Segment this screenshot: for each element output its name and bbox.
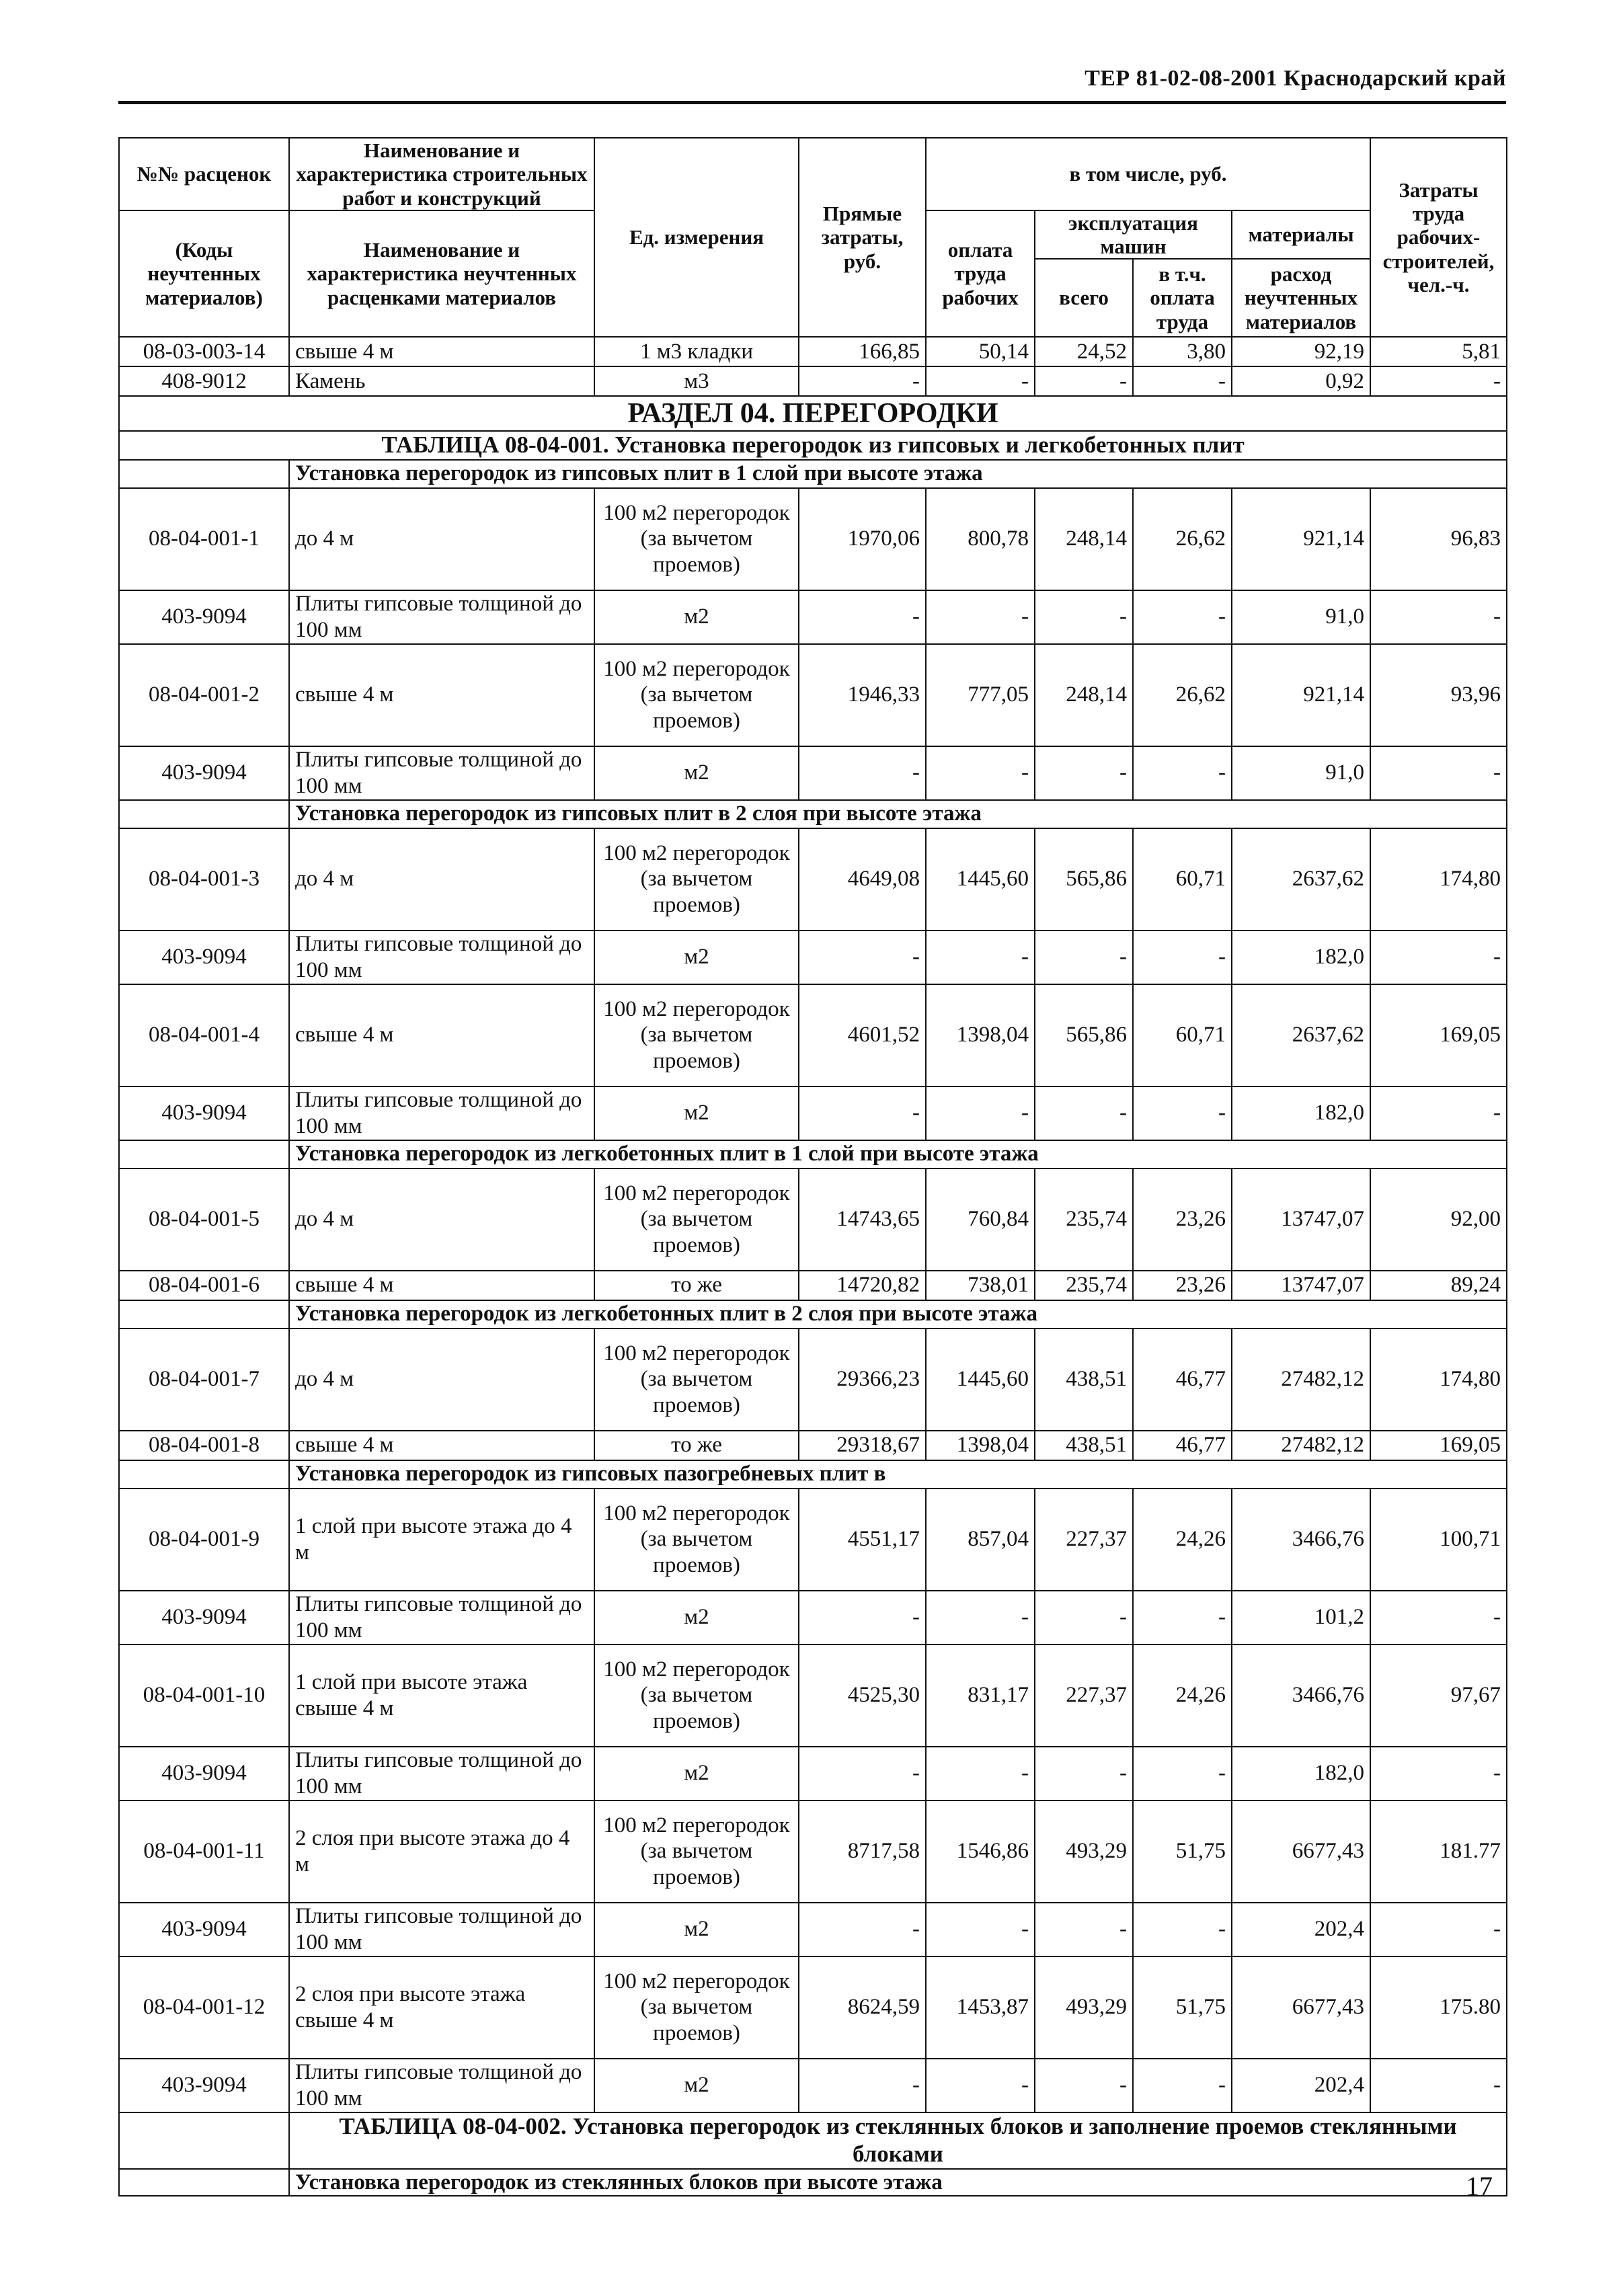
- row-direct: 14743,65: [799, 1169, 926, 1271]
- group-title: Установка перегородок из легкобетонных плит в 2 слоя при высоте этажа: [289, 1300, 1507, 1329]
- col-unit-header: Ед. измерения: [594, 138, 799, 337]
- group-title-spacer: [119, 1460, 289, 1489]
- table-row: [119, 1800, 1507, 1903]
- row-labor: 50,14: [926, 337, 1035, 366]
- row-hours: -: [1370, 2059, 1507, 2112]
- row-labor: -: [926, 1747, 1035, 1800]
- row-unit: то же: [594, 1271, 799, 1300]
- row-mach-labor: 60,71: [1133, 984, 1232, 1086]
- row-hours: 93,96: [1370, 644, 1507, 746]
- row-direct: 1946,33: [799, 644, 926, 746]
- col-code-alt-header: (Коды неучтенных материалов): [119, 210, 289, 337]
- row-unit: 100 м2 перегородок (за вычетом проемов): [594, 1169, 799, 1271]
- row-name: свыше 4 м: [289, 1431, 594, 1460]
- row-mat: 91,0: [1232, 590, 1370, 644]
- row-unit: 100 м2 перегородок (за вычетом проемов): [594, 1800, 799, 1903]
- row-hours: 169,05: [1370, 984, 1507, 1086]
- row-code: 08-04-001-7: [119, 1329, 289, 1431]
- row-code: 08-04-001-5: [119, 1169, 289, 1271]
- row-hours: 169,05: [1370, 1431, 1507, 1460]
- row-name: до 4 м: [289, 1169, 594, 1271]
- row-direct: -: [799, 1903, 926, 1956]
- row-mach: -: [1035, 1747, 1133, 1800]
- row-mach: 493,29: [1035, 1800, 1133, 1903]
- row-mach: 227,37: [1035, 1645, 1133, 1747]
- table-row: [119, 1489, 1507, 1591]
- row-labor: -: [926, 366, 1035, 396]
- row-mach: 248,14: [1035, 644, 1133, 746]
- group-title-spacer: [119, 1300, 289, 1329]
- row-name: Плиты гипсовые толщиной до 100 мм: [289, 590, 594, 644]
- row-labor: 857,04: [926, 1489, 1035, 1591]
- row-name: Плиты гипсовые толщиной до 100 мм: [289, 931, 594, 984]
- row-labor: 1453,87: [926, 1956, 1035, 2059]
- row-labor: -: [926, 746, 1035, 800]
- row-mat: 27482,12: [1232, 1431, 1370, 1460]
- row-hours: 96,83: [1370, 488, 1507, 590]
- row-labor: -: [926, 1086, 1035, 1140]
- row-direct: 29366,23: [799, 1329, 926, 1431]
- row-mach-labor: 23,26: [1133, 1169, 1232, 1271]
- row-mach-labor: -: [1133, 1591, 1232, 1645]
- row-mach-labor: -: [1133, 931, 1232, 984]
- row-code: 08-04-001-8: [119, 1431, 289, 1460]
- row-mat: 6677,43: [1232, 1800, 1370, 1903]
- row-mach: -: [1035, 1086, 1133, 1140]
- row-mach-labor: 60,71: [1133, 828, 1232, 931]
- row-code: 403-9094: [119, 1747, 289, 1800]
- row-code: 403-9094: [119, 746, 289, 800]
- row-mat: 3466,76: [1232, 1645, 1370, 1747]
- group-title-spacer: [119, 2169, 289, 2196]
- group-title-row: [119, 2169, 1507, 2196]
- row-unit: 100 м2 перегородок (за вычетом проемов): [594, 1645, 799, 1747]
- row-code: 08-04-001-2: [119, 644, 289, 746]
- row-mach-labor: -: [1133, 366, 1232, 396]
- table-row: [119, 746, 1507, 800]
- row-labor: -: [926, 2059, 1035, 2112]
- row-hours: 100,71: [1370, 1489, 1507, 1591]
- page-number: 17: [1466, 2171, 1493, 2201]
- row-mach: 24,52: [1035, 337, 1133, 366]
- col-direct-header: Прямые затраты, руб.: [799, 138, 926, 337]
- row-labor: 1398,04: [926, 984, 1035, 1086]
- row-hours: -: [1370, 1591, 1507, 1645]
- row-labor: 831,17: [926, 1645, 1035, 1747]
- row-hours: -: [1370, 1086, 1507, 1140]
- col-incl-header: в том числе, руб.: [926, 138, 1370, 210]
- row-mach: -: [1035, 1903, 1133, 1956]
- row-mat: 6677,43: [1232, 1956, 1370, 2059]
- row-labor: 800,78: [926, 488, 1035, 590]
- row-unit: м2: [594, 1086, 799, 1140]
- table-row: [119, 2059, 1507, 2112]
- col-code-header: №№ расценок: [119, 138, 289, 210]
- section-title: РАЗДЕЛ 04. ПЕРЕГОРОДКИ: [119, 396, 1507, 431]
- row-code: 408-9012: [119, 366, 289, 396]
- row-direct: 8717,58: [799, 1800, 926, 1903]
- row-direct: -: [799, 366, 926, 396]
- row-hours: -: [1370, 931, 1507, 984]
- table-row: [119, 337, 1507, 366]
- row-unit: 100 м2 перегородок (за вычетом проемов): [594, 1489, 799, 1591]
- row-hours: 5,81: [1370, 337, 1507, 366]
- row-mach: 565,86: [1035, 984, 1133, 1086]
- row-mach-labor: 24,26: [1133, 1645, 1232, 1747]
- row-unit: м2: [594, 2059, 799, 2112]
- row-mach-labor: 46,77: [1133, 1431, 1232, 1460]
- row-code: 403-9094: [119, 1903, 289, 1956]
- row-mat: 182,0: [1232, 931, 1370, 984]
- row-direct: -: [799, 931, 926, 984]
- row-mach: 565,86: [1035, 828, 1133, 931]
- table-row: [119, 1956, 1507, 2059]
- row-unit: 100 м2 перегородок (за вычетом проемов): [594, 644, 799, 746]
- table-row: [119, 984, 1507, 1086]
- row-labor: -: [926, 931, 1035, 984]
- col-labor-header: оплата труда рабочих: [926, 210, 1035, 337]
- row-mach-labor: 26,62: [1133, 488, 1232, 590]
- table-title-row: [119, 431, 1507, 460]
- row-direct: -: [799, 1086, 926, 1140]
- table-title-row: [119, 2112, 1507, 2169]
- row-mat: 3466,76: [1232, 1489, 1370, 1591]
- row-mach: 235,74: [1035, 1169, 1133, 1271]
- table-row: [119, 590, 1507, 644]
- row-name: свыше 4 м: [289, 337, 594, 366]
- row-code: 403-9094: [119, 2059, 289, 2112]
- table-row: [119, 1329, 1507, 1431]
- row-mat: 27482,12: [1232, 1329, 1370, 1431]
- row-name: свыше 4 м: [289, 1271, 594, 1300]
- group-title: Установка перегородок из гипсовых пазогребневых плит в: [289, 1460, 1507, 1489]
- table-row: [119, 366, 1507, 396]
- row-code: 08-04-001-11: [119, 1800, 289, 1903]
- col-mach-labor-header: в т.ч. оплата труда: [1150, 262, 1215, 333]
- rates-table: [118, 137, 1507, 2196]
- group-title: Установка перегородок из легкобетонных плит в 1 слой при высоте этажа: [289, 1140, 1507, 1169]
- row-mach-labor: 51,75: [1133, 1956, 1232, 2059]
- row-name: Плиты гипсовые толщиной до 100 мм: [289, 2059, 594, 2112]
- row-unit: 100 м2 перегородок (за вычетом проемов): [594, 1956, 799, 2059]
- row-labor: -: [926, 590, 1035, 644]
- table-row: [119, 931, 1507, 984]
- row-mat: 13747,07: [1232, 1271, 1370, 1300]
- row-direct: 29318,67: [799, 1431, 926, 1460]
- row-unit: 100 м2 перегородок (за вычетом проемов): [594, 828, 799, 931]
- row-mach: 248,14: [1035, 488, 1133, 590]
- row-unit: м2: [594, 746, 799, 800]
- document-header: ТЕР 81-02-08-2001 Краснодарский край: [1085, 66, 1506, 91]
- row-mach-labor: -: [1133, 1086, 1232, 1140]
- row-name: Плиты гипсовые толщиной до 100 мм: [289, 746, 594, 800]
- row-mach-labor: 23,26: [1133, 1271, 1232, 1300]
- group-title-spacer: [119, 460, 289, 488]
- row-labor: 1445,60: [926, 828, 1035, 931]
- row-code: 08-04-001-10: [119, 1645, 289, 1747]
- machines-header-group: [1035, 210, 1232, 337]
- row-mach-labor: -: [1133, 1903, 1232, 1956]
- row-unit: м3: [594, 366, 799, 396]
- row-mach: -: [1035, 931, 1133, 984]
- row-name: Плиты гипсовые толщиной до 100 мм: [289, 1903, 594, 1956]
- row-unit: 1 м3 кладки: [594, 337, 799, 366]
- group-title-row: [119, 800, 1507, 828]
- row-direct: 166,85: [799, 337, 926, 366]
- row-labor: 777,05: [926, 644, 1035, 746]
- row-mat: 202,4: [1232, 1903, 1370, 1956]
- materials-header-group: [1232, 210, 1370, 337]
- row-mach: -: [1035, 2059, 1133, 2112]
- row-direct: -: [799, 590, 926, 644]
- row-mat: 921,14: [1232, 488, 1370, 590]
- table2-title: ТАБЛИЦА 08-04-002. Установка перегородок из стеклянных блоков и заполнение проемов стеклянными блоками: [289, 2112, 1507, 2169]
- table-row: [119, 1591, 1507, 1645]
- row-direct: -: [799, 1747, 926, 1800]
- row-unit: м2: [594, 1747, 799, 1800]
- row-mach: -: [1035, 1591, 1133, 1645]
- row-direct: -: [799, 1591, 926, 1645]
- row-code: 08-04-001-1: [119, 488, 289, 590]
- row-hours: 174,80: [1370, 1329, 1507, 1431]
- row-mat: 182,0: [1232, 1086, 1370, 1140]
- group-title: Установка перегородок из стеклянных блоков при высоте этажа: [289, 2169, 1507, 2196]
- row-code: 403-9094: [119, 931, 289, 984]
- row-mach: 235,74: [1035, 1271, 1133, 1300]
- row-name: 1 слой при высоте этажа свыше 4 м: [289, 1645, 594, 1747]
- row-name: 2 слоя при высоте этажа свыше 4 м: [289, 1956, 594, 2059]
- group-title-row: [119, 1460, 1507, 1489]
- row-direct: 8624,59: [799, 1956, 926, 2059]
- row-hours: -: [1370, 746, 1507, 800]
- col-name-alt-header: Наименование и характеристика неучтенных расценками материалов: [289, 210, 594, 337]
- row-mat: 182,0: [1232, 1747, 1370, 1800]
- row-mach-labor: -: [1133, 746, 1232, 800]
- row-mat: 13747,07: [1232, 1169, 1370, 1271]
- row-labor: -: [926, 1591, 1035, 1645]
- row-hours: -: [1370, 366, 1507, 396]
- row-mach-labor: -: [1133, 1747, 1232, 1800]
- col-hours-header: Затраты труда рабочих-строителей, чел.-ч.: [1370, 138, 1507, 337]
- row-labor: 1398,04: [926, 1431, 1035, 1460]
- row-labor: 760,84: [926, 1169, 1035, 1271]
- group-title-row: [119, 460, 1507, 488]
- row-code: 08-04-001-12: [119, 1956, 289, 2059]
- row-unit: то же: [594, 1431, 799, 1460]
- table-row: [119, 1169, 1507, 1271]
- row-name: до 4 м: [289, 828, 594, 931]
- row-labor: 1546,86: [926, 1800, 1035, 1903]
- row-mat: 0,92: [1232, 366, 1370, 396]
- row-unit: 100 м2 перегородок (за вычетом проемов): [594, 488, 799, 590]
- table-title: ТАБЛИЦА 08-04-001. Установка перегородок из гипсовых и легкобетонных плит: [119, 431, 1507, 460]
- row-labor: 738,01: [926, 1271, 1035, 1300]
- row-name: Плиты гипсовые толщиной до 100 мм: [289, 1747, 594, 1800]
- row-mat: 921,14: [1232, 644, 1370, 746]
- row-mach: 227,37: [1035, 1489, 1133, 1591]
- row-direct: 1970,06: [799, 488, 926, 590]
- row-mach-labor: 24,26: [1133, 1489, 1232, 1591]
- row-code: 08-04-001-3: [119, 828, 289, 931]
- table2-spacer: [119, 2112, 289, 2169]
- row-code: 08-04-001-6: [119, 1271, 289, 1300]
- table-row: [119, 828, 1507, 931]
- row-hours: 97,67: [1370, 1645, 1507, 1747]
- row-code: 403-9094: [119, 1591, 289, 1645]
- header-rule: [118, 101, 1506, 104]
- section-row: [119, 396, 1507, 431]
- row-mach: 438,51: [1035, 1329, 1133, 1431]
- table-row: [119, 1086, 1507, 1140]
- col-name-header: Наименование и характеристика строительных работ и конструкций: [289, 138, 594, 210]
- table-row: [119, 1271, 1507, 1300]
- table-row: [119, 1903, 1507, 1956]
- row-mach: 438,51: [1035, 1431, 1133, 1460]
- row-direct: 4525,30: [799, 1645, 926, 1747]
- row-unit: м2: [594, 1903, 799, 1956]
- group-title-spacer: [119, 1140, 289, 1169]
- row-code: 403-9094: [119, 590, 289, 644]
- row-mat: 2637,62: [1232, 984, 1370, 1086]
- row-mach: -: [1035, 746, 1133, 800]
- row-unit: 100 м2 перегородок (за вычетом проемов): [594, 1329, 799, 1431]
- row-name: 1 слой при высоте этажа до 4 м: [289, 1489, 594, 1591]
- row-code: 403-9094: [119, 1086, 289, 1140]
- row-hours: 89,24: [1370, 1271, 1507, 1300]
- col-mach-total-header: всего: [1035, 260, 1134, 336]
- group-title-row: [119, 1300, 1507, 1329]
- row-name: до 4 м: [289, 488, 594, 590]
- row-name: Плиты гипсовые толщиной до 100 мм: [289, 1086, 594, 1140]
- row-mat: 92,19: [1232, 337, 1370, 366]
- row-hours: 175.80: [1370, 1956, 1507, 2059]
- row-code: 08-04-001-9: [119, 1489, 289, 1591]
- table-row: [119, 644, 1507, 746]
- col-mat-use-header: расход неучтенных материалов: [1244, 262, 1358, 333]
- col-machines-header: эксплуатация машин: [1035, 211, 1231, 260]
- row-mach: 493,29: [1035, 1956, 1133, 2059]
- group-title: Установка перегородок из гипсовых плит в 2 слоя при высоте этажа: [289, 800, 1507, 828]
- table-row: [119, 1747, 1507, 1800]
- row-hours: 174,80: [1370, 828, 1507, 931]
- row-name: Плиты гипсовые толщиной до 100 мм: [289, 1591, 594, 1645]
- row-direct: -: [799, 746, 926, 800]
- row-hours: -: [1370, 1903, 1507, 1956]
- row-code: 08-03-003-14: [119, 337, 289, 366]
- row-direct: 4551,17: [799, 1489, 926, 1591]
- row-unit: м2: [594, 931, 799, 984]
- group-title-row: [119, 1140, 1507, 1169]
- row-mach-labor: 26,62: [1133, 644, 1232, 746]
- row-name: 2 слоя при высоте этажа до 4 м: [289, 1800, 594, 1903]
- row-hours: 92,00: [1370, 1169, 1507, 1271]
- row-mat: 101,2: [1232, 1591, 1370, 1645]
- row-mach-labor: 3,80: [1133, 337, 1232, 366]
- row-labor: 1445,60: [926, 1329, 1035, 1431]
- row-name: свыше 4 м: [289, 644, 594, 746]
- table-row: [119, 1431, 1507, 1460]
- row-unit: м2: [594, 590, 799, 644]
- row-name: до 4 м: [289, 1329, 594, 1431]
- row-mach-labor: -: [1133, 590, 1232, 644]
- row-unit: м2: [594, 1591, 799, 1645]
- col-materials-header: материалы: [1232, 211, 1370, 260]
- row-hours: -: [1370, 1747, 1507, 1800]
- row-mach-labor: 51,75: [1133, 1800, 1232, 1903]
- row-mat: 91,0: [1232, 746, 1370, 800]
- row-unit: 100 м2 перегородок (за вычетом проемов): [594, 984, 799, 1086]
- table-row: [119, 488, 1507, 590]
- row-mach: -: [1035, 590, 1133, 644]
- row-name: свыше 4 м: [289, 984, 594, 1086]
- row-mach-labor: 46,77: [1133, 1329, 1232, 1431]
- row-mach-labor: -: [1133, 2059, 1232, 2112]
- row-code: 08-04-001-4: [119, 984, 289, 1086]
- row-hours: -: [1370, 590, 1507, 644]
- row-labor: -: [926, 1903, 1035, 1956]
- row-direct: 4649,08: [799, 828, 926, 931]
- row-mat: 202,4: [1232, 2059, 1370, 2112]
- row-mach: -: [1035, 366, 1133, 396]
- row-direct: 14720,82: [799, 1271, 926, 1300]
- table-row: [119, 1645, 1507, 1747]
- row-name: Камень: [289, 366, 594, 396]
- row-hours: 181.77: [1370, 1800, 1507, 1903]
- group-title-spacer: [119, 800, 289, 828]
- row-direct: 4601,52: [799, 984, 926, 1086]
- row-direct: -: [799, 2059, 926, 2112]
- row-mat: 2637,62: [1232, 828, 1370, 931]
- group-title: Установка перегородок из гипсовых плит в 1 слой при высоте этажа: [289, 460, 1507, 488]
